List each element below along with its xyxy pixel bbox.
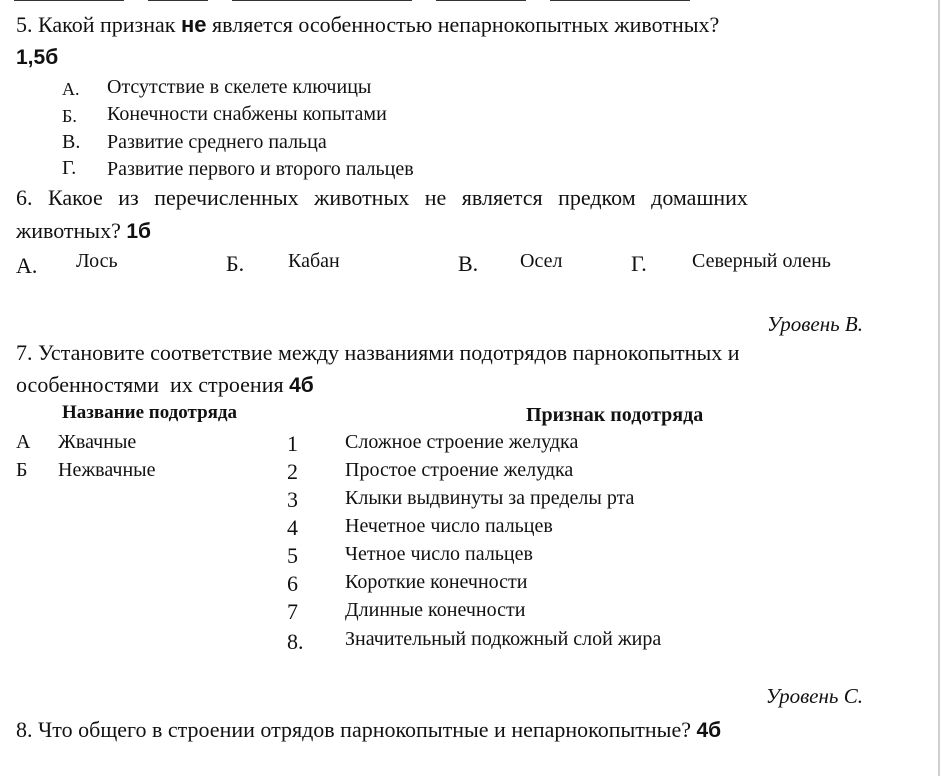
- q5-option-c-letter: В.: [62, 131, 81, 153]
- q5-option-b-letter: Б.: [62, 106, 77, 126]
- q7-left-a-letter: А: [16, 431, 31, 453]
- q7-right-1-text: Сложное строение желудка: [345, 431, 579, 453]
- q7-right-4-text: Нечетное число пальцев: [345, 515, 553, 537]
- q7-right-8-num: 8.: [287, 629, 304, 654]
- q7-right-3-num: 3: [287, 487, 298, 512]
- page-edge-divider: [938, 0, 940, 776]
- q5-option-a-text: Отсутствие в скелете ключицы: [107, 76, 372, 98]
- q7-right-8-text: Значительный подкожный слой жира: [345, 628, 662, 650]
- q6-option-b-letter: Б.: [226, 251, 245, 276]
- q7-right-2-num: 2: [287, 459, 298, 484]
- q5-option-d-text: Развитие первого и второго пальцев: [107, 158, 414, 180]
- q7-line2-text: особенностями их строения: [16, 372, 284, 397]
- q6-line2-text: животных?: [16, 218, 121, 243]
- q7-left-a-text: Жвачные: [58, 431, 137, 453]
- q7-right-5-num: 5: [287, 543, 298, 568]
- q5-text-before: 5. Какой признак: [16, 12, 181, 37]
- q7-left-b-letter: Б: [16, 459, 28, 481]
- q7-right-2-text: Простое строение желудка: [345, 459, 574, 481]
- q7-points: 4б: [289, 374, 314, 397]
- q8-points: 4б: [696, 719, 722, 742]
- q7-question-line2: [16, 372, 314, 398]
- q6-option-d-letter: Г.: [631, 251, 647, 276]
- q5-question: [16, 12, 719, 38]
- q7-right-4-num: 4: [287, 515, 298, 540]
- q7-right-3-text: Клыки выдвинуты за пределы рта: [345, 487, 635, 509]
- q6-points: 1б: [126, 220, 152, 243]
- q5-emphasis: не: [180, 12, 207, 37]
- q7-left-header: Название подотряда: [62, 402, 238, 423]
- cropped-previous-line: [14, 0, 714, 2]
- q7-right-7-text: Длинные конечности: [345, 599, 526, 621]
- q5-text-after: является особенностью непарнокопытных животных?: [206, 12, 720, 37]
- q5-option-c-text: Развитие среднего пальца: [107, 131, 327, 153]
- q6-option-a-letter: А.: [16, 253, 38, 278]
- q7-right-header: Признак подотряда: [526, 404, 704, 426]
- q6-question-line2: [16, 218, 151, 244]
- q8-text: 8. Что общего в строении отрядов парнокопытные и непарнокопытные?: [16, 717, 691, 742]
- q5-option-a-letter: А.: [62, 79, 80, 99]
- q6-option-d-text: Северный олень: [692, 250, 831, 272]
- q7-right-7-num: 7: [287, 599, 298, 624]
- q5-option-b-text: Конечности снабжены копытами: [107, 103, 387, 125]
- q6-option-a-text: Лось: [76, 250, 118, 272]
- q7-left-b-text: Нежвачные: [58, 459, 156, 481]
- level-b-heading: Уровень В.: [766, 312, 863, 336]
- q6-option-b-text: Кабан: [288, 250, 340, 272]
- q5-option-d-letter: Г.: [62, 157, 77, 179]
- q7-right-1-num: 1: [287, 431, 298, 456]
- q8-question: [16, 717, 721, 743]
- q7-question-line1: 7. Установите соответствие между названиями подотрядов парнокопытных и: [16, 340, 740, 365]
- level-c-heading: Уровень С.: [765, 684, 863, 708]
- q5-points: 1,5б: [16, 46, 59, 69]
- q6-option-c-letter: В.: [458, 251, 479, 276]
- q7-right-6-num: 6: [287, 571, 298, 596]
- q7-right-5-text: Четное число пальцев: [345, 543, 533, 565]
- q7-right-6-text: Короткие конечности: [345, 571, 528, 593]
- q6-option-c-text: Осел: [520, 250, 563, 272]
- q6-question-line1: 6. Какое из перечисленных животных не является предком домашних: [16, 185, 748, 210]
